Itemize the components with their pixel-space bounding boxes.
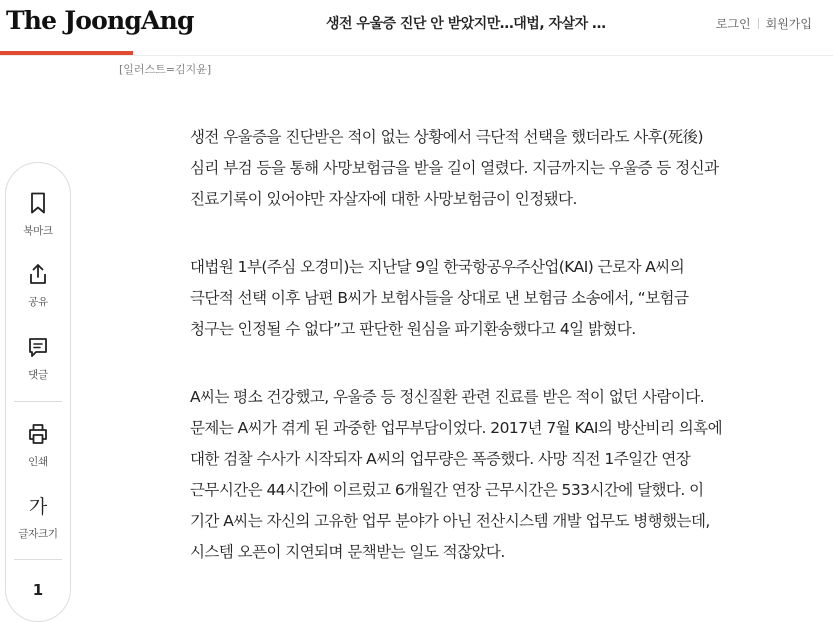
image-caption: [일러스트=김지윤] bbox=[119, 63, 212, 76]
paragraph-line: 심리 부검 등을 통해 사망보험금을 받을 길이 열렸다. 지금까지는 우울증 등 정신과 bbox=[190, 159, 719, 177]
paragraph-line: A씨는 평소 건강했고, 우울증 등 정신질환 관련 진료를 받은 적이 없던 사람이다. bbox=[190, 388, 705, 406]
login-link[interactable]: 로그인 bbox=[715, 17, 751, 31]
share-button[interactable] bbox=[6, 262, 70, 309]
signup-link[interactable]: 회원가입 bbox=[765, 17, 812, 31]
bookmark-icon bbox=[6, 191, 70, 215]
comment-icon bbox=[6, 335, 70, 359]
reading-progress-bar bbox=[0, 51, 133, 55]
paragraph-line: 청구는 인정될 수 없다”고 판단한 원심을 파기환송했다고 4일 밝혔다. bbox=[190, 320, 636, 338]
bookmark-button[interactable] bbox=[6, 191, 70, 238]
paragraph-line: 문제는 A씨가 겪게 된 과중한 업무부담이었다. 2017년 7월 KAI의 방산비리 의혹에 bbox=[190, 419, 723, 437]
article-paragraph bbox=[190, 382, 790, 568]
comment-label: 댓글 bbox=[28, 369, 48, 381]
article-toolbar bbox=[5, 162, 71, 622]
paragraph-line: 기간 A씨는 자신의 고유한 업무 분야가 아닌 전산시스템 개발 업무도 병행했는데, bbox=[190, 512, 710, 530]
share-icon bbox=[6, 262, 70, 286]
site-header bbox=[0, 0, 833, 56]
paragraph-line: 생전 우울증을 진단받은 적이 없는 상황에서 극단적 선택을 했더라도 사후(死後) bbox=[190, 128, 703, 146]
share-label: 공유 bbox=[28, 296, 48, 308]
article-headline: 생전 우울증 진단 안 받았지만…대법, 자살자 … bbox=[326, 16, 606, 32]
print-icon bbox=[6, 422, 70, 446]
font-size-button[interactable] bbox=[6, 496, 70, 541]
bookmark-label: 북마크 bbox=[23, 225, 53, 237]
font-size-icon: 가 bbox=[28, 496, 48, 518]
print-button[interactable] bbox=[6, 422, 70, 469]
toolbar-count: 1 bbox=[32, 581, 44, 599]
article-paragraph bbox=[190, 122, 790, 215]
paragraph-line: 시스템 오픈이 지연되며 문책받는 일도 적잖았다. bbox=[190, 543, 505, 561]
article-body bbox=[190, 122, 790, 605]
paragraph-line: 대법원 1부(주심 오경미)는 지난달 9일 한국항공우주산업(KAI) 근로자 A씨의 bbox=[190, 258, 685, 276]
paragraph-line: 극단적 선택 이후 남편 B씨가 보험사들을 상대로 낸 보험금 소송에서, “보험금 bbox=[190, 289, 689, 307]
auth-divider bbox=[758, 18, 759, 29]
paragraph-line: 진료기록이 있어야만 자살자에 대한 사망보험금이 인정됐다. bbox=[190, 190, 577, 208]
toolbar-divider bbox=[14, 401, 62, 402]
paragraph-line: 근무시간은 44시간에 이르렀고 6개월간 연장 근무시간은 533시간에 달했다. 이 bbox=[190, 481, 704, 499]
comment-button[interactable] bbox=[6, 335, 70, 382]
auth-links bbox=[716, 15, 812, 32]
toolbar-divider bbox=[14, 559, 62, 560]
font-size-label: 글자크기 bbox=[18, 528, 58, 540]
article-paragraph bbox=[190, 252, 790, 345]
print-label: 인쇄 bbox=[28, 456, 48, 468]
site-logo[interactable]: The JoongAng bbox=[6, 6, 194, 35]
paragraph-line: 대한 검찰 수사가 시작되자 A씨의 업무량은 폭증했다. 사망 직전 1주일간 연장 bbox=[190, 450, 691, 468]
